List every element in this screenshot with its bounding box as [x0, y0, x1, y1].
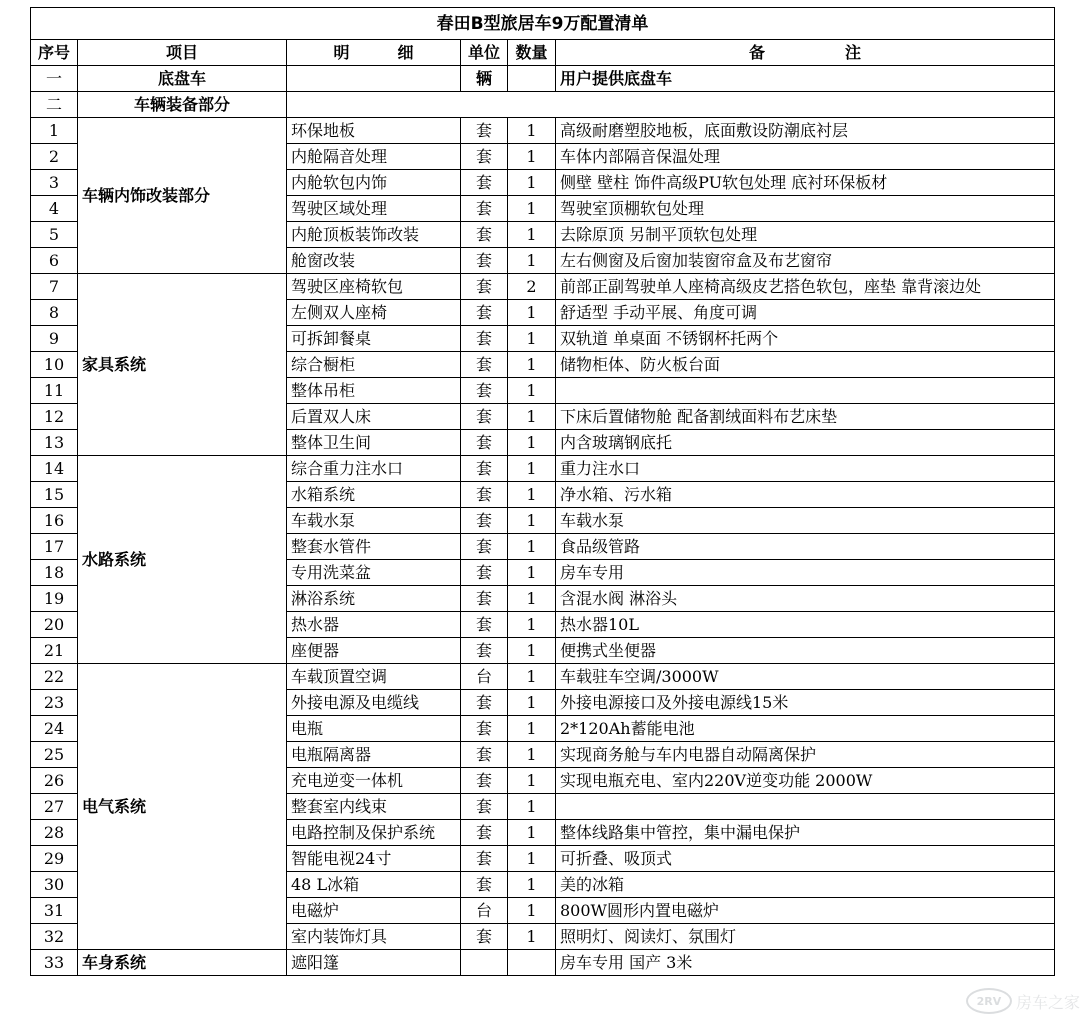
row-unit: 套 — [461, 742, 508, 768]
row-note: 便携式坐便器 — [556, 638, 1055, 664]
header-detail: 明 细 — [287, 40, 461, 66]
row-seq: 31 — [31, 898, 78, 924]
row-detail: 智能电视24寸 — [287, 846, 461, 872]
row-unit: 套 — [461, 326, 508, 352]
equipment-item: 车辆装备部分 — [78, 92, 287, 118]
row-qty: 1 — [508, 560, 556, 586]
chassis-seq: 一 — [31, 66, 78, 92]
row-seq: 20 — [31, 612, 78, 638]
row-unit: 套 — [461, 586, 508, 612]
row-note — [556, 794, 1055, 820]
row-detail: 座便器 — [287, 638, 461, 664]
sheet-title: 春田B型旅居车9万配置清单 — [31, 8, 1055, 40]
row-detail: 48 L冰箱 — [287, 872, 461, 898]
row-qty: 1 — [508, 430, 556, 456]
row-note: 高级耐磨塑胶地板，底面敷设防潮底衬层 — [556, 118, 1055, 144]
row-qty: 1 — [508, 846, 556, 872]
row-qty: 1 — [508, 794, 556, 820]
row-note: 舒适型 手动平展、角度可调 — [556, 300, 1055, 326]
row-seq: 21 — [31, 638, 78, 664]
row-detail: 内舱软包内饰 — [287, 170, 461, 196]
row-seq: 6 — [31, 248, 78, 274]
row-note: 车体内部隔音保温处理 — [556, 144, 1055, 170]
config-sheet — [30, 7, 1054, 976]
row-qty: 1 — [508, 248, 556, 274]
row-seq: 14 — [31, 456, 78, 482]
row-note: 整体线路集中管控，集中漏电保护 — [556, 820, 1055, 846]
row-qty: 1 — [508, 742, 556, 768]
row-note — [556, 378, 1055, 404]
row-qty: 1 — [508, 508, 556, 534]
header-unit: 单位 — [461, 40, 508, 66]
row-detail: 淋浴系统 — [287, 586, 461, 612]
row-qty: 1 — [508, 924, 556, 950]
row-note: 左右侧窗及后窗加装窗帘盒及布艺窗帘 — [556, 248, 1055, 274]
row-unit: 套 — [461, 482, 508, 508]
row-unit: 套 — [461, 638, 508, 664]
row-detail: 整套水管件 — [287, 534, 461, 560]
row-unit: 套 — [461, 924, 508, 950]
row-unit: 套 — [461, 690, 508, 716]
header-seq: 序号 — [31, 40, 78, 66]
row-seq: 18 — [31, 560, 78, 586]
row-seq: 19 — [31, 586, 78, 612]
row-seq: 27 — [31, 794, 78, 820]
header-row — [31, 40, 1055, 66]
row-detail: 电路控制及保护系统 — [287, 820, 461, 846]
row-unit: 套 — [461, 768, 508, 794]
site-watermark — [966, 988, 1080, 1014]
row-qty: 1 — [508, 326, 556, 352]
row-seq: 4 — [31, 196, 78, 222]
row-note: 下床后置储物舱 配备割绒面料布艺床垫 — [556, 404, 1055, 430]
row-detail: 电瓶 — [287, 716, 461, 742]
row-detail: 充电逆变一体机 — [287, 768, 461, 794]
row-detail: 综合重力注水口 — [287, 456, 461, 482]
row-seq: 22 — [31, 664, 78, 690]
row-detail: 水箱系统 — [287, 482, 461, 508]
group-name: 车身系统 — [78, 950, 287, 976]
row-unit: 套 — [461, 196, 508, 222]
row-seq: 2 — [31, 144, 78, 170]
config-table — [30, 7, 1055, 976]
row-qty: 1 — [508, 768, 556, 794]
row-seq: 32 — [31, 924, 78, 950]
row-detail: 遮阳篷 — [287, 950, 461, 976]
row-detail: 专用洗菜盆 — [287, 560, 461, 586]
row-seq: 10 — [31, 352, 78, 378]
group-name: 车辆内饰改装部分 — [78, 118, 287, 274]
row-qty: 1 — [508, 456, 556, 482]
row-unit: 套 — [461, 274, 508, 300]
title-row — [31, 8, 1055, 40]
table-row — [31, 456, 1055, 482]
row-seq: 17 — [31, 534, 78, 560]
row-detail: 驾驶区座椅软包 — [287, 274, 461, 300]
row-unit: 台 — [461, 664, 508, 690]
row-note: 车载驻车空调/3000W — [556, 664, 1055, 690]
row-unit: 套 — [461, 456, 508, 482]
row-qty: 1 — [508, 378, 556, 404]
header-note: 备 注 — [556, 40, 1055, 66]
equipment-row — [31, 92, 1055, 118]
row-detail: 外接电源及电缆线 — [287, 690, 461, 716]
row-qty: 1 — [508, 664, 556, 690]
row-qty: 1 — [508, 404, 556, 430]
row-detail: 综合橱柜 — [287, 352, 461, 378]
group-name: 电气系统 — [78, 664, 287, 950]
row-seq: 1 — [31, 118, 78, 144]
row-note: 房车专用 国产 3米 — [556, 950, 1055, 976]
row-qty: 1 — [508, 898, 556, 924]
row-detail: 内舱隔音处理 — [287, 144, 461, 170]
row-note: 实现电瓶充电、室内220V逆变功能 2000W — [556, 768, 1055, 794]
chassis-qty — [508, 66, 556, 92]
row-note: 前部正副驾驶单人座椅高级皮艺搭色软包，座垫 靠背滚边处 — [556, 274, 1055, 300]
row-seq: 13 — [31, 430, 78, 456]
table-row — [31, 274, 1055, 300]
row-unit: 套 — [461, 144, 508, 170]
row-seq: 26 — [31, 768, 78, 794]
row-detail: 可拆卸餐桌 — [287, 326, 461, 352]
row-note: 侧壁 壁柱 饰件高级PU软包处理 底衬环保板材 — [556, 170, 1055, 196]
header-qty: 数量 — [508, 40, 556, 66]
row-qty: 2 — [508, 274, 556, 300]
row-detail: 后置双人床 — [287, 404, 461, 430]
table-row — [31, 950, 1055, 976]
row-note: 重力注水口 — [556, 456, 1055, 482]
group-name: 家具系统 — [78, 274, 287, 456]
row-qty: 1 — [508, 300, 556, 326]
equipment-filler — [287, 92, 1055, 118]
row-detail: 内舱顶板装饰改装 — [287, 222, 461, 248]
row-note: 房车专用 — [556, 560, 1055, 586]
row-seq: 8 — [31, 300, 78, 326]
row-qty: 1 — [508, 170, 556, 196]
row-note: 外接电源接口及外接电源线15米 — [556, 690, 1055, 716]
row-note: 800W圆形内置电磁炉 — [556, 898, 1055, 924]
row-note: 净水箱、污水箱 — [556, 482, 1055, 508]
row-note: 含混水阀 淋浴头 — [556, 586, 1055, 612]
row-qty: 1 — [508, 196, 556, 222]
row-seq: 16 — [31, 508, 78, 534]
row-detail: 环保地板 — [287, 118, 461, 144]
row-unit: 套 — [461, 118, 508, 144]
row-seq: 30 — [31, 872, 78, 898]
watermark-text: 房车之家 — [1015, 992, 1080, 1012]
row-detail: 舱窗改装 — [287, 248, 461, 274]
row-note: 2*120Ah蓄能电池 — [556, 716, 1055, 742]
row-qty: 1 — [508, 820, 556, 846]
row-unit: 套 — [461, 222, 508, 248]
row-seq: 3 — [31, 170, 78, 196]
row-unit: 套 — [461, 508, 508, 534]
row-qty: 1 — [508, 482, 556, 508]
row-qty: 1 — [508, 534, 556, 560]
row-detail: 整体卫生间 — [287, 430, 461, 456]
row-seq: 25 — [31, 742, 78, 768]
group-name: 水路系统 — [78, 456, 287, 664]
chassis-row — [31, 66, 1055, 92]
row-unit — [461, 950, 508, 976]
row-note: 双轨道 单桌面 不锈钢杯托两个 — [556, 326, 1055, 352]
row-qty: 1 — [508, 612, 556, 638]
table-row — [31, 664, 1055, 690]
row-unit: 套 — [461, 846, 508, 872]
row-seq: 29 — [31, 846, 78, 872]
row-qty: 1 — [508, 222, 556, 248]
row-detail: 整体吊柜 — [287, 378, 461, 404]
row-detail: 热水器 — [287, 612, 461, 638]
row-unit: 套 — [461, 872, 508, 898]
row-unit: 套 — [461, 248, 508, 274]
header-item: 项目 — [78, 40, 287, 66]
row-detail: 电磁炉 — [287, 898, 461, 924]
row-seq: 33 — [31, 950, 78, 976]
row-seq: 28 — [31, 820, 78, 846]
row-detail: 车载顶置空调 — [287, 664, 461, 690]
row-detail: 驾驶区域处理 — [287, 196, 461, 222]
row-unit: 套 — [461, 612, 508, 638]
row-note: 内含玻璃钢底托 — [556, 430, 1055, 456]
row-qty: 1 — [508, 144, 556, 170]
row-seq: 9 — [31, 326, 78, 352]
row-unit: 套 — [461, 716, 508, 742]
row-seq: 5 — [31, 222, 78, 248]
row-qty: 1 — [508, 352, 556, 378]
row-unit: 套 — [461, 404, 508, 430]
row-note: 食品级管路 — [556, 534, 1055, 560]
row-qty — [508, 950, 556, 976]
row-unit: 套 — [461, 794, 508, 820]
row-unit: 套 — [461, 300, 508, 326]
row-seq: 24 — [31, 716, 78, 742]
row-detail: 左侧双人座椅 — [287, 300, 461, 326]
row-detail: 电瓶隔离器 — [287, 742, 461, 768]
row-note: 车载水泵 — [556, 508, 1055, 534]
chassis-detail — [287, 66, 461, 92]
row-note: 可折叠、吸顶式 — [556, 846, 1055, 872]
row-seq: 7 — [31, 274, 78, 300]
row-qty: 1 — [508, 690, 556, 716]
row-seq: 15 — [31, 482, 78, 508]
row-unit: 套 — [461, 560, 508, 586]
row-qty: 1 — [508, 586, 556, 612]
row-qty: 1 — [508, 872, 556, 898]
row-note: 美的冰箱 — [556, 872, 1055, 898]
row-seq: 11 — [31, 378, 78, 404]
chassis-item: 底盘车 — [78, 66, 287, 92]
table-row — [31, 118, 1055, 144]
row-note: 驾驶室顶棚软包处理 — [556, 196, 1055, 222]
row-note: 实现商务舱与车内电器自动隔离保护 — [556, 742, 1055, 768]
chassis-note: 用户提供底盘车 — [556, 66, 1055, 92]
row-detail: 整套室内线束 — [287, 794, 461, 820]
row-detail: 室内装饰灯具 — [287, 924, 461, 950]
row-seq: 23 — [31, 690, 78, 716]
equipment-seq: 二 — [31, 92, 78, 118]
row-qty: 1 — [508, 716, 556, 742]
chassis-unit: 辆 — [461, 66, 508, 92]
row-note: 照明灯、阅读灯、氛围灯 — [556, 924, 1055, 950]
row-note: 去除原顶 另制平顶软包处理 — [556, 222, 1055, 248]
row-qty: 1 — [508, 638, 556, 664]
row-seq: 12 — [31, 404, 78, 430]
row-unit: 套 — [461, 170, 508, 196]
row-detail: 车载水泵 — [287, 508, 461, 534]
row-unit: 台 — [461, 898, 508, 924]
row-unit: 套 — [461, 352, 508, 378]
row-unit: 套 — [461, 534, 508, 560]
row-unit: 套 — [461, 430, 508, 456]
watermark-logo-icon: 2RV — [966, 988, 1012, 1014]
row-unit: 套 — [461, 820, 508, 846]
row-note: 储物柜体、防火板台面 — [556, 352, 1055, 378]
row-unit: 套 — [461, 378, 508, 404]
row-qty: 1 — [508, 118, 556, 144]
row-note: 热水器10L — [556, 612, 1055, 638]
